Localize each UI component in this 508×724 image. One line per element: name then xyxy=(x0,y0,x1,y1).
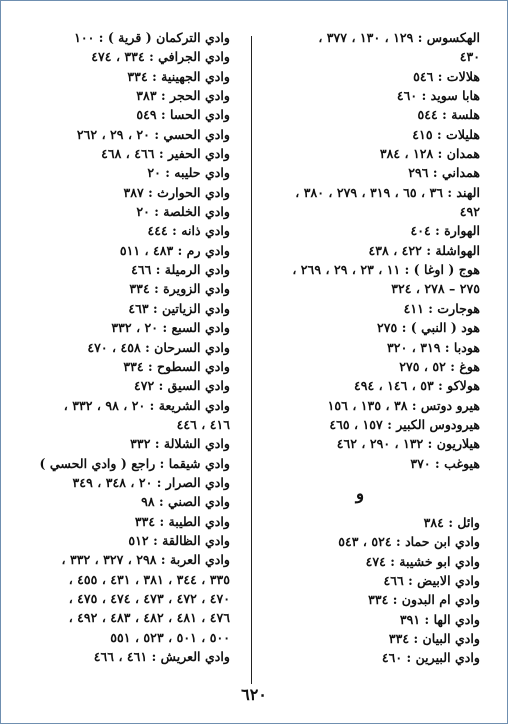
index-entry: هيرودوس الكبير : ١٥٧ ، ٤٦٥ xyxy=(329,416,480,432)
index-entry: وادي الجهينية : ٣٣٤ xyxy=(127,68,230,84)
index-entry: وادي الزياتين : ٤٦٣ xyxy=(128,300,230,316)
index-entry: وادي ابو خشيبة : ٤٧٤ xyxy=(365,553,480,569)
index-entry: وادي السبع : ٢٠ ، ٣٣٢ xyxy=(111,320,230,336)
index-entry: وادي الشلالة : ٣٣٢ xyxy=(130,436,230,452)
index-entry-continuation: ٢٧٥ – ٢٧٨ ، ٣٢٤ xyxy=(391,281,480,297)
index-entry: وادي التركمان ( قرية ) : ١٠٠ xyxy=(74,30,230,45)
index-entry: وادي الظالقة : ٥١٢ xyxy=(128,532,230,548)
index-column-right xyxy=(240,28,480,678)
index-entry: وادي السرحان : ٤٥٨ ، ٤٧٠ xyxy=(87,339,230,355)
index-entry: وادي الها : ٣٩١ xyxy=(399,611,480,627)
index-entry: الهواشلة : ٤٢٢ ، ٤٣٨ xyxy=(368,242,480,258)
index-entry: وادي الحوارث : ٣٨٧ xyxy=(123,184,230,200)
page-number: ٦٢٠ xyxy=(241,685,267,704)
index-entry: هابا سويد : ٤٦٠ xyxy=(396,88,480,104)
index-entry: وادي الجرافي : ٣٣٤ ، ٤٧٤ xyxy=(91,49,230,65)
index-entry: هوغ : ٥٢ ، ٢٧٥ xyxy=(399,358,480,374)
index-entry: وادي ذانه : ٤٤٤ xyxy=(147,223,230,239)
index-entry: وادي الحفير : ٤٦٦ ، ٤٦٨ xyxy=(101,146,230,162)
index-entry: وادي الطيبة : ٣٣٤ xyxy=(134,513,230,529)
index-entry: هليلات : ٤١٥ xyxy=(412,126,480,142)
index-entry: الهند : ٣٦ ، ٦٥ ، ٣١٩ ، ٢٧٩ ، ٣٨٠ ، xyxy=(295,184,480,200)
index-entry: هلسة : ٥٤٤ xyxy=(417,107,480,123)
index-entry: وادي السيق : ٤٧٢ xyxy=(133,378,230,394)
index-entry: وادي السطوح : ٣٣٤ xyxy=(123,358,230,374)
index-entry: هوجارت : ٤١١ xyxy=(403,300,480,316)
index-entry-continuation: ٤٧٠ ، ٤٧٢ ، ٤٧٣ ، ٤٧٤ ، ٤٧٥ ، xyxy=(68,590,230,606)
index-entry: وادي الصني : ٩٨ xyxy=(141,494,230,510)
index-entry-continuation: ٤٧٦ ، ٤٨١ ، ٤٨٢ ، ٤٨٣ ، ٤٩٢ ، xyxy=(68,610,230,626)
index-entry: وادي البيان : ٣٣٤ xyxy=(388,630,480,646)
index-entry: الهوارة : ٤٠٤ xyxy=(410,223,480,239)
index-entry: وادي العربة : ٢٩٨ ، ٣٢٧ ، ٣٣٢ ، xyxy=(61,552,230,568)
index-entry-continuation: ٤٣٠ xyxy=(459,49,480,65)
index-entry: وادي شيقما : راجع ( وادي الحسي ) xyxy=(39,455,230,471)
index-entry: وادي الخلصة : ٢٠ xyxy=(136,204,230,220)
index-entry: هود ( النبي ) : ٢٧٥ xyxy=(377,320,480,336)
index-entry: وادي ام البدون : ٣٣٤ xyxy=(368,592,480,608)
index-entry: وادي رم : ٤٨٣ ، ٥١١ xyxy=(119,242,230,258)
index-entry: وادي الحسا : ٥٤٩ xyxy=(136,107,230,123)
section-letter-heading: و xyxy=(355,483,365,504)
column-divider xyxy=(251,36,252,684)
index-entry: وادي الرميلة : ٤٦٦ xyxy=(131,262,230,278)
index-entry: الهكسوس : ١٢٩ ، ١٣٠ ، ٣٧٧ ، xyxy=(318,30,480,45)
index-entry: وادي الشريعة : ٢٠ ، ٩٨ ، ٣٣٢ ، xyxy=(63,397,230,413)
index-entry: وادي الزويرة : ٣٣٤ xyxy=(129,281,230,297)
index-entry-continuation: ٤١٦ ، ٤٤٦ xyxy=(176,416,230,432)
index-entry: همداني : ٢٩٦ xyxy=(408,165,480,181)
index-entry: هلالات : ٥٤٦ xyxy=(413,68,480,84)
index-entry-continuation: ٤٩٢ xyxy=(459,204,480,220)
index-entry: وادي الحسي : ٢٠ ، ٢٩ ، ٢٦٢ xyxy=(76,126,230,142)
index-entry: هيرو دوتس : ٣٨ ، ١٣٥ ، ١٥٦ xyxy=(327,397,480,413)
index-entry: وادي العريش : ٤٦١ ، ٤٦٦ xyxy=(93,649,230,664)
index-entry: وادي الابيض : ٤٦٦ xyxy=(383,572,480,588)
index-entry: هودبا : ٣١٩ ، ٣٢٠ xyxy=(387,339,480,355)
index-entry-continuation: ٣٣٥ ، ٣٤٤ ، ٣٨١ ، ٤٣١ ، ٤٥٥ ، xyxy=(68,571,230,587)
index-entry: وادي ابن حماد : ٥٢٤ ، ٥٤٣ xyxy=(338,534,480,550)
index-entry: هيلاريون : ١٣٢ ، ٢٩٠ ، ٤٦٢ xyxy=(336,436,480,452)
index-entry: هوج ( اوغا ) : ١١ ، ٢٣ ، ٢٩ ، ٢٦٩ ، xyxy=(292,262,480,278)
index-entry: وائل : ٣٨٤ xyxy=(423,514,480,530)
index-entry: هولاكو : ٥٣ ، ١٤٦ ، ٤٩٤ xyxy=(353,378,480,394)
index-entry: وادي الصرار : ٢٠ ، ٣٤٨ ، ٣٤٩ xyxy=(72,474,230,490)
index-entry: وادي البيرين : ٤٦٠ xyxy=(381,650,480,666)
index-entry: وادي الحجر : ٣٨٣ xyxy=(136,88,230,104)
index-entry: همدان : ١٢٨ ، ٣٨٤ xyxy=(379,146,480,162)
index-entry: هيوغب : ٣٧٠ xyxy=(410,455,480,471)
index-entry: وادي حليبه : ٢٠ xyxy=(147,165,230,181)
index-page xyxy=(18,28,480,678)
index-column-left xyxy=(18,28,230,678)
index-entry-continuation: ٥٠٠ ، ٥٠١ ، ٥٢٣ ، ٥٥١ xyxy=(110,629,230,645)
